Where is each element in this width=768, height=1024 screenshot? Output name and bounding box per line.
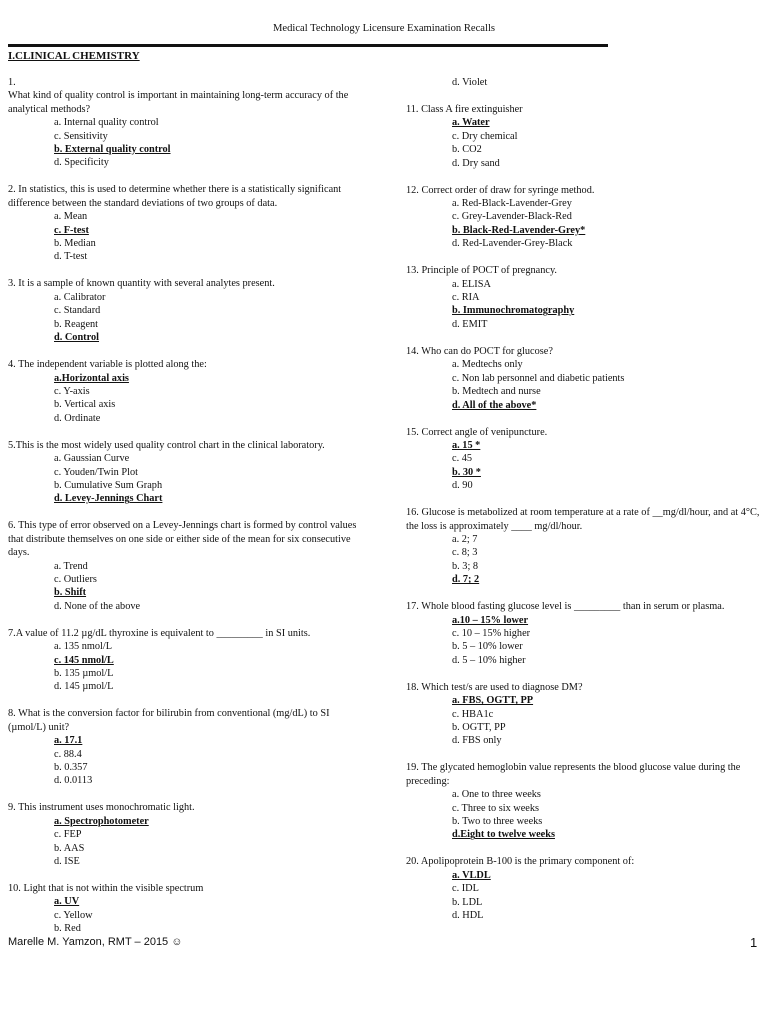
answer-option-correct [8, 586, 358, 599]
answer-option [8, 600, 358, 613]
option-text: a.Horizontal axis [54, 372, 129, 384]
option-text: d. Violet [452, 77, 488, 88]
option-text: d. Ordinate [54, 412, 101, 424]
answer-option [8, 156, 358, 169]
answer-option [406, 358, 762, 371]
answer-option-correct [406, 573, 762, 586]
option-text: d. 5 – 10% higher [452, 654, 526, 666]
answer-option [406, 882, 762, 895]
question-stem: 19. The glycated hemoglobin value represents the blood glucose value during the preceding: [406, 762, 741, 787]
header-rule [8, 44, 608, 47]
section-title: I.CLINICAL CHEMISTRY [8, 50, 140, 62]
answer-option [8, 640, 358, 653]
option-text: d. Red-Lavender-Grey-Black [452, 238, 573, 250]
option-text: a. One to three weeks [452, 789, 541, 801]
answer-option [406, 318, 762, 331]
question-stem: 11. Class A fire extinguisher [406, 104, 523, 115]
answer-option [8, 828, 358, 841]
option-text: c. Three to six weeks [452, 802, 540, 814]
question-stem: 16. Glucose is metabolized at room temperature at a rate of __mg/dl/hour, and at 4°C, the loss is approximately ____ mg/dl/hour. [406, 507, 760, 532]
answer-option [406, 237, 762, 250]
option-text: b. External quality control [54, 144, 171, 156]
question-block [8, 76, 358, 170]
option-text: b. CO2 [452, 144, 482, 156]
option-text: c. FEP [54, 829, 82, 841]
option-text: b. Immunochromatography [452, 305, 575, 317]
answer-option [406, 654, 762, 667]
option-text: c. 145 nmol/L [54, 654, 114, 666]
answer-option-correct [406, 828, 762, 841]
question-block [406, 426, 762, 493]
answer-option [406, 909, 762, 922]
option-text: a. UV [54, 896, 80, 908]
option-text: b. Black-Red-Lavender-Grey* [452, 224, 586, 236]
option-text: b. Shift [54, 587, 87, 599]
option-text: a. Mean [54, 211, 88, 223]
option-text: a. Red-Black-Lavender-Grey [452, 198, 572, 210]
answer-option-correct [406, 304, 762, 317]
question-stem: 18. Which test/s are used to diagnose DM? [406, 681, 583, 693]
option-text: d. All of the above* [452, 399, 537, 411]
answer-option [406, 560, 762, 573]
option-text: a. VLDL [452, 869, 491, 881]
answer-option [406, 721, 762, 734]
question-stem: 17. Whole blood fasting glucose level is _________ than in serum or plasma. [406, 601, 725, 613]
answer-option-correct [406, 614, 762, 627]
answer-option [406, 788, 762, 801]
option-text: c. 8; 3 [452, 547, 478, 559]
right-column [406, 76, 762, 936]
option-text: a. Medtechs only [452, 359, 523, 371]
question-block [406, 345, 762, 412]
option-text: a. FBS, OGTT, PP [452, 695, 534, 707]
option-text: d. 145 µmol/L [54, 681, 114, 693]
question-block [8, 707, 358, 787]
option-text: b. Two to three weeks [452, 816, 543, 828]
question-block [8, 358, 358, 425]
option-text: c. 88.4 [54, 748, 82, 760]
option-text: b. 0.357 [54, 762, 88, 774]
answer-option-correct [406, 399, 762, 412]
answer-option [406, 452, 762, 465]
answer-option-correct [8, 734, 358, 747]
answer-option [406, 734, 762, 747]
question-stem: 15. Correct angle of venipuncture. [406, 426, 548, 438]
answer-option-correct [8, 143, 358, 156]
option-text: d. Levey-Jennings Chart [54, 493, 163, 505]
answer-option-correct [406, 439, 762, 452]
answer-option-correct [406, 224, 762, 237]
answer-option [8, 398, 358, 411]
option-text: c. Non lab personnel and diabetic patients [452, 372, 625, 384]
question-block [406, 76, 762, 89]
option-text: c. RIA [452, 292, 480, 304]
answer-option [406, 157, 762, 170]
answer-option [8, 479, 358, 492]
answer-option-correct [406, 466, 762, 479]
question-stem: 2. In statistics, this is used to determine whether there is a statistically significant difference between the standard deviations of two groups of data. [8, 184, 342, 209]
answer-option [406, 291, 762, 304]
answer-option [8, 466, 358, 479]
option-text: c. 45 [452, 453, 473, 465]
option-text: d.Eight to twelve weeks [452, 829, 555, 841]
answer-option-correct [8, 654, 358, 667]
option-text: b. Red [54, 923, 81, 935]
option-text: c. Yellow [54, 909, 93, 921]
option-text: d. 0.0113 [54, 775, 93, 787]
option-text: b. Cumulative Sum Graph [54, 479, 163, 491]
answer-option-correct [8, 372, 358, 385]
question-block [406, 761, 762, 841]
answer-option [406, 197, 762, 210]
question-block [8, 882, 358, 936]
question-block [406, 681, 762, 748]
option-text: b. 135 µmol/L [54, 668, 114, 679]
answer-option [406, 627, 762, 640]
option-text: c. F-test [54, 224, 89, 236]
answer-option [406, 640, 762, 653]
answer-option [406, 385, 762, 398]
option-text: b. 3; 8 [452, 560, 479, 572]
answer-option [8, 560, 358, 573]
answer-option [406, 130, 762, 143]
question-block [8, 183, 358, 263]
option-text: a. Gaussian Curve [54, 453, 130, 465]
option-text: b. Medtech and nurse [452, 386, 541, 398]
question-block [8, 439, 358, 506]
option-text: a. 15 * [452, 439, 481, 451]
option-text: c. Y-axis [54, 385, 90, 397]
answer-option-correct [406, 694, 762, 707]
answer-option [8, 237, 358, 250]
answer-option-correct [8, 895, 358, 908]
option-text: b. OGTT, PP [452, 722, 506, 733]
answer-option [406, 815, 762, 828]
answer-option [406, 533, 762, 546]
option-text: c. IDL [452, 883, 479, 895]
answer-option [406, 802, 762, 815]
answer-option [406, 546, 762, 559]
option-text: a.10 – 15% lower [452, 614, 529, 626]
option-text: a. 17.1 [54, 735, 83, 747]
answer-option [8, 130, 358, 143]
option-text: a. 2; 7 [452, 533, 478, 545]
answer-option [406, 479, 762, 492]
answer-option [406, 76, 762, 89]
answer-option [406, 278, 762, 291]
option-text: d. FBS only [452, 735, 502, 747]
option-text: d. 7; 2 [452, 574, 480, 586]
question-number: 1. [8, 77, 16, 88]
answer-option [8, 385, 358, 398]
option-text: c. Grey-Lavender-Black-Red [452, 211, 572, 223]
answer-option [8, 855, 358, 868]
answer-option [8, 842, 358, 855]
question-stem: 8. What is the conversion factor for bilirubin from conventional (mg/dL) to SI (µmol/L) unit? [8, 708, 330, 733]
answer-option [406, 210, 762, 223]
question-block [406, 264, 762, 331]
answer-option [8, 680, 358, 693]
answer-option-correct [8, 331, 358, 344]
option-text: d. ISE [54, 856, 80, 868]
answer-option [406, 896, 762, 909]
question-block [8, 277, 358, 344]
left-column [8, 76, 358, 949]
answer-option [8, 667, 358, 680]
answer-option-correct [406, 869, 762, 882]
question-stem: 13. Principle of POCT of pregnancy. [406, 265, 557, 277]
answer-option [8, 761, 358, 774]
answer-option [8, 573, 358, 586]
question-stem: 4. The independent variable is plotted along the: [8, 359, 207, 371]
page-number: 1 [750, 935, 758, 950]
question-stem: 9. This instrument uses monochromatic light. [8, 802, 195, 814]
question-block [406, 855, 762, 922]
answer-option [8, 774, 358, 787]
answer-option-correct [8, 815, 358, 828]
answer-option [8, 116, 358, 129]
option-text: c. Standard [54, 305, 101, 317]
question-block [406, 184, 762, 251]
answer-option [8, 318, 358, 331]
option-text: a. Water [452, 117, 490, 129]
answer-option [8, 909, 358, 922]
option-text: d. T-test [54, 251, 88, 263]
question-stem: 14. Who can do POCT for glucose? [406, 345, 553, 357]
footer-author: Marelle M. Yamzon, RMT – 2015 ☺ [8, 936, 183, 948]
answer-option [8, 412, 358, 425]
option-text: c. Youden/Twin Plot [54, 466, 138, 478]
answer-option-correct [406, 116, 762, 129]
question-block [406, 103, 762, 170]
option-text: b. LDL [452, 896, 483, 908]
answer-option [406, 372, 762, 385]
question-block [8, 627, 358, 694]
option-text: d. Dry sand [452, 157, 500, 169]
option-text: b. Median [54, 238, 96, 250]
question-stem: 3. It is a sample of known quantity with several analytes present. [8, 278, 275, 290]
option-text: d. EMIT [452, 318, 488, 330]
option-text: b. Vertical axis [54, 399, 116, 411]
option-text: b. Reagent [54, 318, 99, 330]
option-text: a. Spectrophotometer [54, 815, 149, 827]
question-stem: What kind of quality control is important in maintaining long-term accuracy of the analytical methods? [8, 90, 349, 115]
option-text: c. HBA1c [452, 708, 494, 720]
question-block [8, 519, 358, 613]
option-text: c. Sensitivity [54, 130, 108, 142]
option-text: a. Internal quality control [54, 117, 159, 129]
answer-option [8, 452, 358, 465]
answer-option [8, 210, 358, 223]
answer-option [406, 143, 762, 156]
option-text: d. Control [54, 332, 100, 344]
answer-option [8, 748, 358, 761]
option-text: d. 90 [452, 480, 473, 492]
option-text: c. Dry chemical [452, 130, 518, 142]
option-text: a. 135 nmol/L [54, 641, 113, 653]
question-stem: 6. This type of error observed on a Levey-Jennings chart is formed by control values that distribute themselves on one side or either side of the mean for six consecutive days. [8, 520, 357, 559]
option-text: a. Trend [54, 560, 88, 572]
option-text: a. Calibrator [54, 291, 106, 303]
page-header: Medical Technology Licensure Examination Recalls [272, 23, 496, 34]
option-text: a. ELISA [452, 278, 491, 290]
question-stem: 5.This is the most widely used quality control chart in the clinical laboratory. [8, 439, 325, 451]
option-text: c. Outliers [54, 573, 97, 585]
question-stem: 20. Apolipoprotein B-100 is the primary component of: [406, 856, 635, 868]
option-text: b. AAS [54, 842, 85, 854]
option-text: c. 10 – 15% higher [452, 627, 531, 639]
answer-option [8, 250, 358, 263]
question-block [8, 801, 358, 868]
answer-option [8, 291, 358, 304]
question-block [406, 600, 762, 667]
option-text: d. Specificity [54, 157, 109, 169]
answer-option-correct [8, 492, 358, 505]
question-stem: 12. Correct order of draw for syringe method. [406, 184, 595, 196]
question-stem: 10. Light that is not within the visible spectrum [8, 883, 204, 895]
option-text: b. 5 – 10% lower [452, 641, 523, 653]
question-block [406, 506, 762, 586]
option-text: b. 30 * [452, 466, 481, 478]
option-text: d. HDL [452, 910, 484, 922]
option-text: d. None of the above [54, 600, 141, 612]
answer-option-correct [8, 224, 358, 237]
answer-option [8, 304, 358, 317]
answer-option [8, 922, 358, 935]
question-stem: 7.A value of 11.2 µg/dL thyroxine is equivalent to _________ in SI units. [8, 627, 311, 639]
answer-option [406, 708, 762, 721]
